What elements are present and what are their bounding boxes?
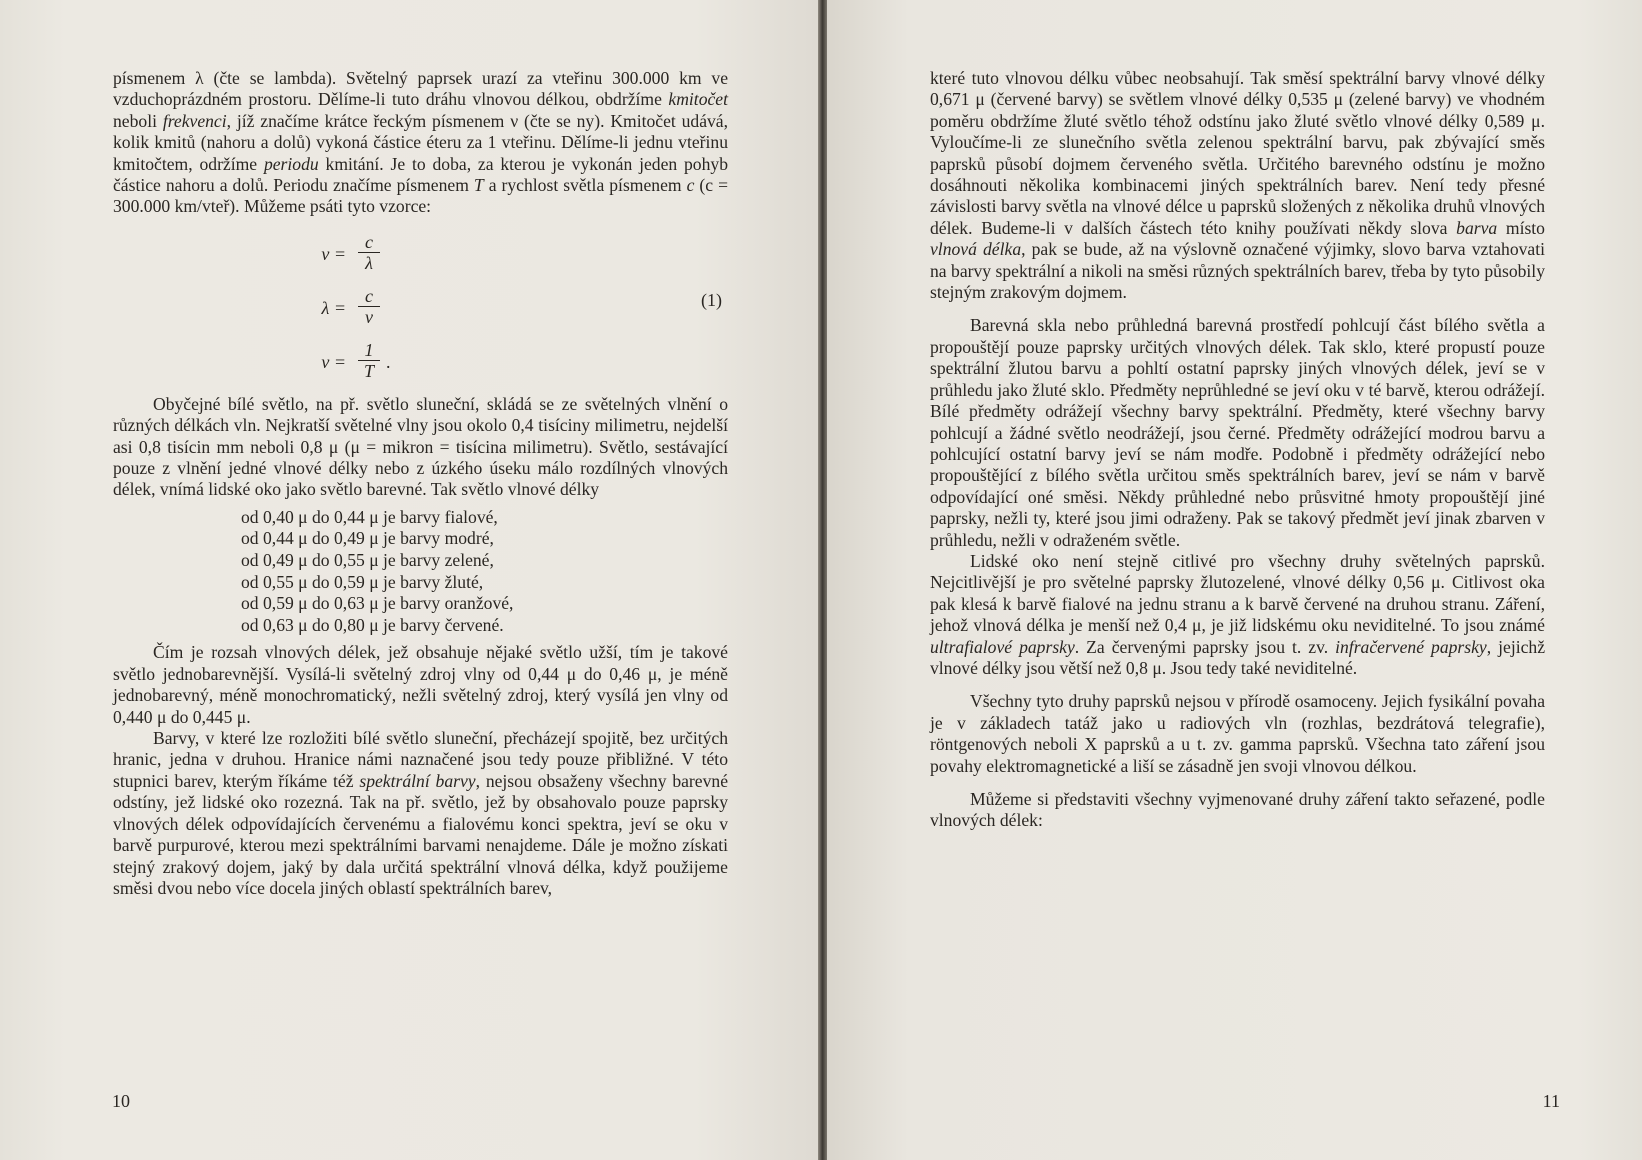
paragraph-final: Můžeme si představiti všechny vyjmenované druhy záření takto seřazené, podle vlnových délek: [930,789,1545,831]
formula-numerator: 1 [364,339,374,360]
formula-numerator: c [365,231,373,252]
emphasized-term: barva [1456,217,1498,238]
wavelength-item: od 0,59 μ do 0,63 μ je barvy oranžové, [241,593,514,614]
text-run: (c = 300.000 km/vteř). Můžeme psáti tyto vzorce: [113,175,728,217]
formula-denominator: ν [365,306,373,327]
left-text-column [113,68,728,899]
emphasized-term: infračervené paprsky [1335,636,1487,657]
paragraph-eye-sensitivity [930,551,1545,679]
paragraph-colored-glass: Barevná skla nebo průhledná barevná prostředí pohlcují část bílého světla a propouštějí pouze paprsky určitých vlnových délek. Tak sklo, které propustí pouze spektrální žlutou barvu a pohltí ostatní paprsky jiných vlnových délek, jeví se v průhledu jako žluté sklo. Předměty neprůhledné se jeví oku v té barvě, kterou odrážejí. Bílé předměty odrážejí všechny barvy spektrální. Předměty, které všechny barvy pohlcují a žádné světlo neodrážejí, jsou černé. Předměty odrážející modrou barvu a pohlcující ostatní barvy jeví se nám modře. Podobně i předměty odrážející nebo propouštějící z bílého světla určitou směs spektrálních barev, jeví se nám v barvě odpovídající oné směsi. Někdy průhledné nebo průsvitné hmoty propouštějí jiné paprsky, nežli ty, které jsou jimi odraženy. Pak se takový předmět jeví jinak zbarven v průhledu, nežli v odraženém světle. [930,315,1545,550]
text-run: neboli [113,110,163,131]
paragraph-radiation: Všechny tyto druhy paprsků nejsou v přírodě osamoceny. Jejich fysikální povaha je v základech tatáž jako u radiových vln (rozhlas, bezdrátová telegrafie), röntgenových neboli X paprsků a u t. zv. gamma paprsků. Všechna tato záření jsou povahy elektromagnetické a liší se zásadně jen svoji vlnovou délkou. [930,691,1545,776]
wavelength-list [241,507,728,637]
text-run: , nejsou obsaženy všechny barevné odstíny, jež lidské oko rozezná. Tak na př. světlo, jež by obsahovalo pouze paprsky vlnových délek odpovídajících červenému a fialovému konci spektra, jeví se oku v barvě purpurové, kterou mezi spektrálními barvami nenajdeme. Dále je možno získati stejný zrakový dojem, jaký by dala určitá spektrální vlnová délka, když použijeme směsi dvou nebo více docela jiných oblastí spektrálních barev, [113,770,729,898]
paragraph-continuation [930,68,1545,303]
formula-wavelength [321,285,380,327]
right-text-column [930,68,1545,832]
wavelength-item: od 0,44 μ do 0,49 μ je barvy modré, [241,528,494,549]
wavelength-item: od 0,55 μ do 0,59 μ je barvy žluté, [241,571,484,592]
wavelength-item: od 0,63 μ do 0,80 μ je barvy červené. [241,614,504,635]
formula-equals: = [333,243,346,264]
emphasized-term: periodu [263,153,319,174]
emphasized-term: frekvenci [162,110,227,131]
emphasized-term: spektrální barvy [359,770,476,791]
left-page [0,0,818,1160]
text-run: Barvy, v které lze rozložiti bílé světlo sluneční, přecházejí spojitě, bez určitých hranic, jedna v druhou. Hranice námi naznačené jsou tedy pouze přibližné. V této stupnici barev, kterým říkáme též [113,728,728,791]
wavelength-item: od 0,49 μ do 0,55 μ je barvy zelené, [241,550,494,571]
formula-denominator: T [363,360,374,381]
text-run: kmitání. Je to doba, za kterou je vykonán jeden pohyb částice nahoru a dolů. Periodu značíme písmenem [113,153,728,196]
page-number: 10 [112,1091,130,1111]
formula-lhs: λ [321,297,330,318]
text-run: , jejichž vlnové délky jsou větší než 0,8 μ. Jsou tedy také neviditelné. [930,636,1546,678]
text-run: , jíž značíme krátce řeckým písmenem ν (čte se ny). Kmitočet udává, kolik kmitů (nahoru a dolů) vykoná částice éteru za 1 vteřinu. Dělíme-li jednu vteřinu kmitočtem, održíme [113,110,729,174]
text-run: písmenem λ (čte se lambda). Světelný paprsek urazí za vteřinu 300.000 km ve vzduchoprázdném prostoru. Dělíme-li tuto dráhu vlnovou délkou, obdržíme [113,68,728,110]
formula-equals: = [333,297,346,318]
paragraph-monochrome: Čím je rozsah vlnových délek, jež obsahuje nějaké světlo užší, tím je takové světlo jednobarevnější. Vysílá-li světelný zdroj vlny od 0,44 μ do 0,46 μ, je méně jednobarevný, méně monochromatický, nežli světelný zdroj, který vysílá jen vlny od 0,440 μ do 0,445 μ. [113,642,728,727]
paragraph-frequency [113,68,728,218]
equation-number: (1) [701,289,722,310]
formula-lhs: ν [321,243,330,264]
emphasized-term: kmitočet [668,89,728,110]
book-gutter [818,0,827,1160]
text-run: . Za červenými paprsky jsou t. zv. [1074,636,1336,657]
emphasized-term: c [686,175,695,196]
formula-trailing-dot: . [386,351,391,372]
paragraph-spectral-colors [113,728,728,899]
emphasized-term: vlnová délka [930,239,1022,260]
paragraph-white-light: Obyčejné bílé světlo, na př. světlo sluneční, skládá se ze světelných vlnění o různých délkách vln. Nejkratší světelné vlny jsou okolo 0,4 tisíciny milimetru, nejdelší asi 0,8 tisícin mm neboli 0,8 μ (μ = mikron = tisícina milimetru). Světlo, sestávající pouze z vlnění jedné vlnové délky nebo z úzkého úseku málo rozdílných vlnových délek, vnímá lidské oko jako světlo barevné. Tak světlo vlnové délky [113,393,728,500]
right-page [827,0,1642,1160]
formula-equals: = [333,351,346,372]
formula-period [321,339,391,381]
text-run: , pak se bude, až na výslovně označené výjimky, slovo barva vztahovati na barvy spektrální a nikoli na směsi různých spektrálních barev, třeba by tyto působily stejným zrakovým dojmem. [930,239,1545,303]
emphasized-term: ultrafialové paprsky [930,636,1075,657]
formula-lhs: ν [321,351,330,372]
text-run: Lidské oko není stejně citlivé pro všechny druhy světelných paprsků. Nejcitlivější je pro světelné paprsky žlutozelené, vlnové délky 0,56 μ. Citlivost oka pak klesá k barvě fialové na jednu stranu a k barvě červené na druhou stranu. Záření, jehož vlnová délka je menší než 0,4 μ, je již lidskému oku neviditelné. To jsou známé [930,550,1545,636]
formula-frequency [321,231,380,273]
formula-numerator: c [365,285,373,306]
page-number: 11 [1542,1091,1560,1111]
formula-denominator: λ [365,252,373,273]
formula-block [113,224,728,394]
text-run: které tuto vlnovou délku vůbec neobsahují. Tak směsí spektrální barvy vlnové délky 0,671 μ (červené barvy) se světlem vlnové délky 0,535 μ (zelené barvy) ve vhodném poměru obdržíme žluté světlo téhož odstínu jako žluté světlo vlnové délky 0,589 μ. Vyloučíme-li ze slunečního světla zelenou spektrální barvu, pak zbývající směs paprsků působí dojmem červeného světla. Určitého barevného odstínu je možno dosáhnouti několika kombinacemi jiných spektrálních barev. Není tedy přesné závislosti barvy světla na vlnové délce u paprsků složených z několika druhů vlnových délek. Budeme-li v dalších částech této knihy používati někdy slova [930,68,1545,238]
text-run: a rychlost světla písmenem [483,175,687,196]
emphasized-term: T [473,175,484,196]
wavelength-item: od 0,40 μ do 0,44 μ je barvy fialové, [241,506,498,527]
text-run: místo [1497,217,1545,238]
